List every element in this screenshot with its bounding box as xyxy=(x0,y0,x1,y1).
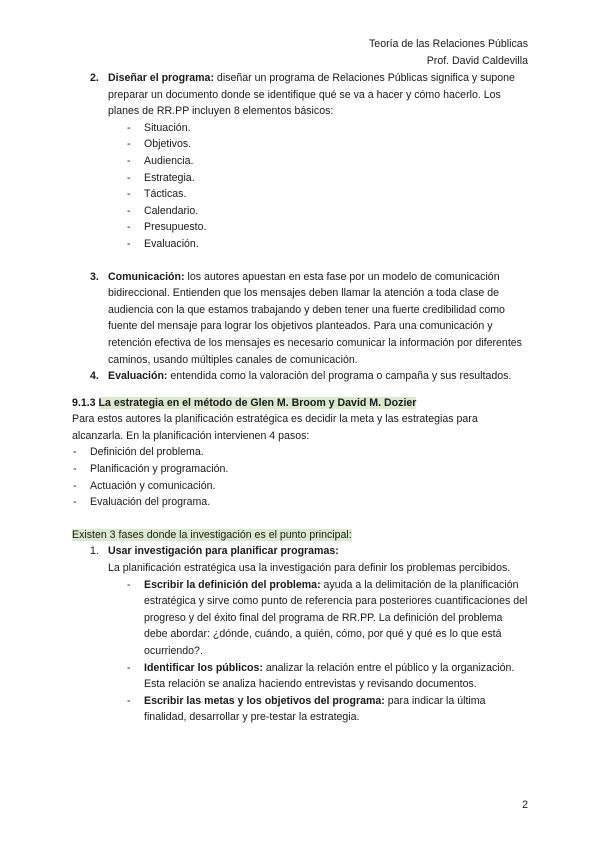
item-text: para indicar la última finalidad, desarrollar y pre-testar la estrategia. xyxy=(144,694,486,724)
step-number: 3. xyxy=(90,270,99,283)
list-item: - Actuación y comunicación. xyxy=(72,478,528,495)
page-header xyxy=(369,36,528,70)
list-item: - Objetivos. xyxy=(108,136,528,153)
step-title: Evaluación: xyxy=(108,370,168,383)
step-title: Comunicación: xyxy=(108,270,185,283)
plan-elements-list xyxy=(108,120,528,253)
step-text: entendida como la valoración del programa o campaña y sus resultados. xyxy=(167,370,512,383)
step-communication xyxy=(72,269,528,369)
planning-steps-list xyxy=(72,444,528,510)
item-title: Escribir las metas y los objetivos del programa: xyxy=(144,694,385,707)
section-heading xyxy=(72,395,528,412)
list-item xyxy=(72,577,528,660)
list-item xyxy=(72,660,528,693)
list-item: - Estrategia. xyxy=(108,170,528,187)
phase-number: 1. xyxy=(90,545,99,558)
step-text: diseñar un programa de Relaciones Públicas significa y supone preparar un documento donde se identifique qué se va a hacer y cómo hacerlo. Los planes de RR.PP incluyen 8 elementos básicos: xyxy=(108,72,515,118)
step-design-program xyxy=(72,70,528,253)
header-professor: Prof. David Caldevilla xyxy=(426,55,528,67)
list-item: - Situación. xyxy=(108,120,528,137)
item-title: Identificar los públicos: xyxy=(144,661,263,674)
list-item: - Presupuesto. xyxy=(108,219,528,236)
item-text: analizar la relación entre el público y la organización. Esta relación se analiza haciendo entrevistas y revisando documentos. xyxy=(144,661,515,691)
step-number: 4. xyxy=(90,370,99,383)
item-title: Escribir la definición del problema: xyxy=(144,578,321,591)
list-item: - Planificación y programación. xyxy=(72,461,528,478)
phases-intro-text: Existen 3 fases donde la investigación es el punto principal: xyxy=(72,528,352,541)
phase-title: Usar investigación para planificar programas: xyxy=(108,545,339,558)
section-intro: Para estos autores la planificación estratégica es decidir la meta y las estrategias para alcanzarla. En la planificación intervienen 4 pasos: xyxy=(72,413,478,442)
research-steps-list xyxy=(72,577,528,726)
phase-text: La planificación estratégica usa la investigación para definir los problemas percibidos. xyxy=(108,562,511,575)
document-body xyxy=(72,70,528,726)
section-number: 9.1.3 xyxy=(72,396,96,409)
step-text: los autores apuestan en esta fase por un modelo de comunicación bidireccional. Entienden que los mensajes deben llamar la atención a toda clase de audiencia con la que estamos trabajando y deben tener una fuerte credibilidad como fuente del mensaje para lograr los objetivos planteados. Para una comunicación y retención efectiva de los mensajes es necesario comunicar la información por diferentes caminos, usando múltiples canales de comunicación. xyxy=(108,270,522,366)
header-course-title: Teoría de las Relaciones Públicas xyxy=(369,38,528,50)
page-number: 2 xyxy=(522,799,528,811)
section-title: La estrategia en el método de Glen M. Broom y David M. Dozier xyxy=(98,396,417,409)
item-text: ayuda a la delimitación de la planificación estratégica y sirve como punto de referencia para posteriores cuantificaciones del progreso y del éxito final del programa de RR.PP. La definición del problema debe abordar: ¿dónde, cuándo, a quién, cómo, por qué y qué es lo que está ocurriendo?. xyxy=(144,578,528,657)
list-item: - Evaluación. xyxy=(108,236,528,253)
step-title: Diseñar el programa: xyxy=(108,72,214,84)
list-item: - Tácticas. xyxy=(108,186,528,203)
list-item: - Audiencia. xyxy=(108,153,528,170)
phase-use-research xyxy=(72,543,528,576)
list-item xyxy=(72,693,528,726)
list-item: - Calendario. xyxy=(108,203,528,220)
list-item: - Definición del problema. xyxy=(72,444,528,461)
phases-intro xyxy=(72,527,528,544)
list-item: - Evaluación del programa. xyxy=(72,494,528,511)
step-evaluation xyxy=(72,368,528,385)
step-number: 2. xyxy=(90,72,99,84)
